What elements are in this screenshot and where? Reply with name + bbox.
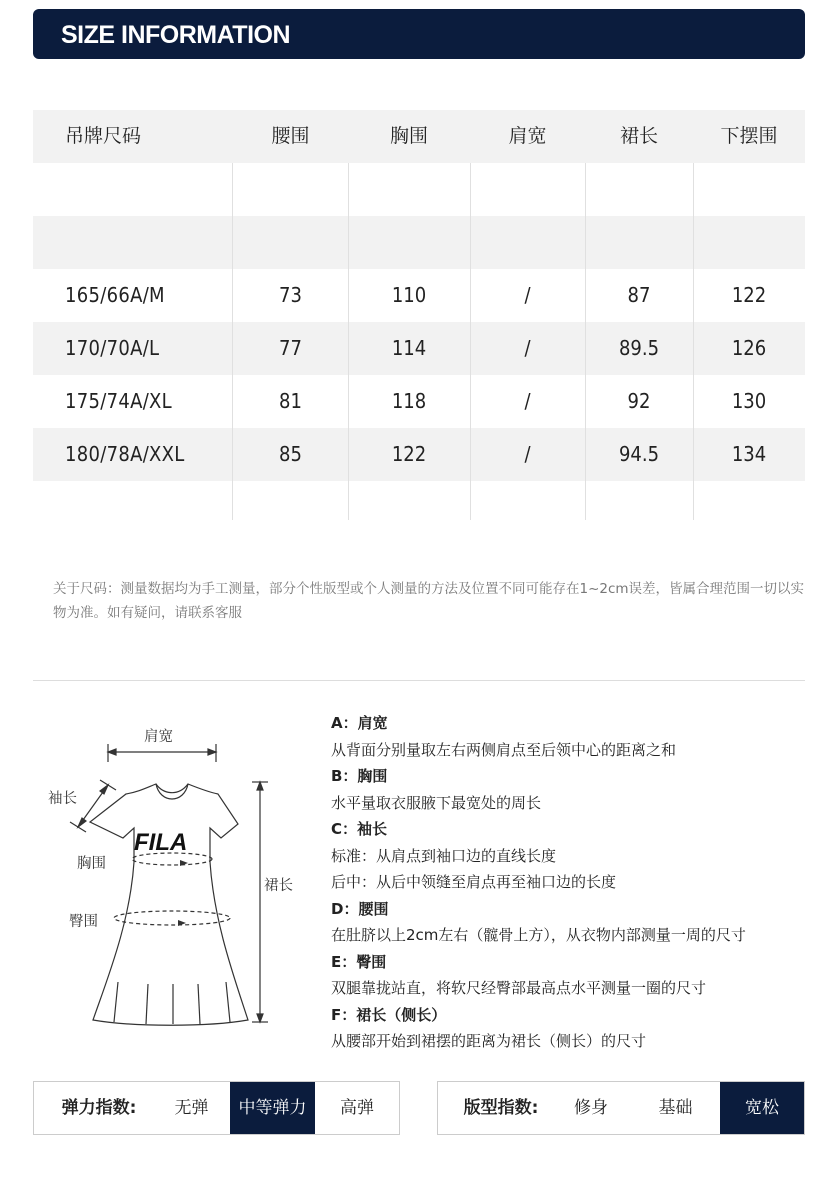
table-cell: 89.5	[618, 336, 660, 360]
table-cell: 87	[627, 283, 651, 307]
label-hip: 臀围	[69, 914, 98, 930]
table-row-empty	[33, 216, 805, 269]
table-cell: 134	[731, 442, 767, 466]
table-cell: 175/74A/XL	[65, 389, 173, 413]
definition-text: 在肚脐以上2cm左右（髋骨上方），从衣物内部测量一周的尺寸	[331, 926, 746, 944]
table-cell: 170/70A/L	[65, 336, 160, 360]
elasticity-label: 弹力指数:	[61, 1098, 137, 1118]
table-cell: /	[524, 283, 531, 307]
definition-title: F：裙长（侧长）	[331, 1005, 447, 1024]
elasticity-option-high: 高弹	[340, 1098, 374, 1118]
measurement-note: 关于尺码：测量数据均为手工测量，部分个性版型或个人测量的方法及位置不同可能存在1~2cm误差，皆属合理范围一切以实物为准。如有疑问，请联系客服	[53, 581, 805, 621]
definition-title: D：腰围	[331, 899, 389, 918]
header-shoulder: 肩宽	[508, 125, 547, 147]
table-cell: 180/78A/XXL	[65, 442, 185, 466]
table-row	[33, 269, 805, 322]
table-row-empty	[33, 163, 805, 216]
table-cell: 122	[731, 283, 767, 307]
table-cell: 114	[391, 336, 427, 360]
header-chest: 胸围	[389, 125, 428, 147]
fit-option-slim: 修身	[574, 1098, 608, 1118]
definition-title: B：胸围	[331, 767, 388, 785]
column-divider	[470, 163, 471, 520]
definition-text: 从背面分别量取左右两侧肩点至后领中心的距离之和	[331, 740, 677, 759]
definition-title: E：臀围	[331, 952, 387, 971]
header-size: 吊牌尺码	[65, 125, 142, 147]
fit-option-basic: 基础	[658, 1098, 693, 1118]
column-divider	[348, 163, 349, 520]
definition-title: C：袖长	[331, 820, 388, 838]
definition-text: 水平量取衣服腋下最宽处的周长	[331, 793, 542, 812]
table-cell: 118	[391, 389, 427, 413]
fit-label: 版型指数:	[463, 1098, 539, 1118]
definition-text: 标准：从肩点到袖口边的直线长度	[331, 846, 557, 865]
table-cell: 122	[391, 442, 427, 466]
fit-option-loose: 宽松	[720, 1082, 804, 1134]
table-cell: 94.5	[618, 442, 660, 466]
definition-text: 后中：从后中领缝至肩点再至袖口边的长度	[331, 873, 617, 891]
table-cell: 81	[279, 389, 302, 413]
elasticity-index	[33, 1081, 400, 1135]
label-length: 裙长	[264, 878, 293, 894]
definition-title: A：肩宽	[331, 714, 388, 732]
header-waist: 腰围	[271, 125, 310, 147]
label-chest: 胸围	[77, 856, 106, 872]
banner-title: SIZE INFORMATION	[61, 21, 291, 49]
label-sleeve: 袖长	[48, 791, 77, 807]
measurement-definitions	[331, 710, 821, 1055]
table-cell: 126	[731, 336, 767, 360]
table-cell: 73	[279, 283, 302, 307]
table-cell: 77	[279, 336, 302, 360]
table-cell: /	[524, 442, 531, 466]
definition-text: 从腰部开始到裙摆的距离为裙长（侧长）的尺寸	[331, 1032, 647, 1050]
header-length: 裙长	[619, 125, 658, 147]
table-cell: 110	[391, 283, 427, 307]
definition-text: 双腿靠拢站直，将软尺经臀部最高点水平测量一圈的尺寸	[331, 979, 707, 997]
table-cell: 130	[731, 389, 767, 413]
table-cell: 165/66A/M	[65, 283, 165, 307]
elasticity-option-none: 无弹	[174, 1098, 209, 1118]
divider	[33, 680, 805, 681]
column-divider	[585, 163, 586, 520]
table-row	[33, 375, 805, 428]
table-cell: 85	[279, 442, 302, 466]
section-banner	[33, 9, 805, 59]
table-cell: /	[524, 336, 531, 360]
table-header-row	[33, 110, 805, 163]
label-shoulder: 肩宽	[144, 729, 173, 745]
column-divider	[693, 163, 694, 520]
table-row	[33, 322, 805, 375]
header-hem: 下摆围	[720, 125, 778, 147]
elasticity-option-medium: 中等弹力	[230, 1082, 315, 1134]
table-cell: 92	[627, 389, 651, 413]
table-row	[33, 428, 805, 481]
size-table	[33, 110, 805, 481]
table-cell: /	[524, 389, 531, 413]
column-divider	[232, 163, 233, 520]
fila-logo: FILA	[134, 829, 188, 856]
fit-index	[437, 1081, 805, 1135]
